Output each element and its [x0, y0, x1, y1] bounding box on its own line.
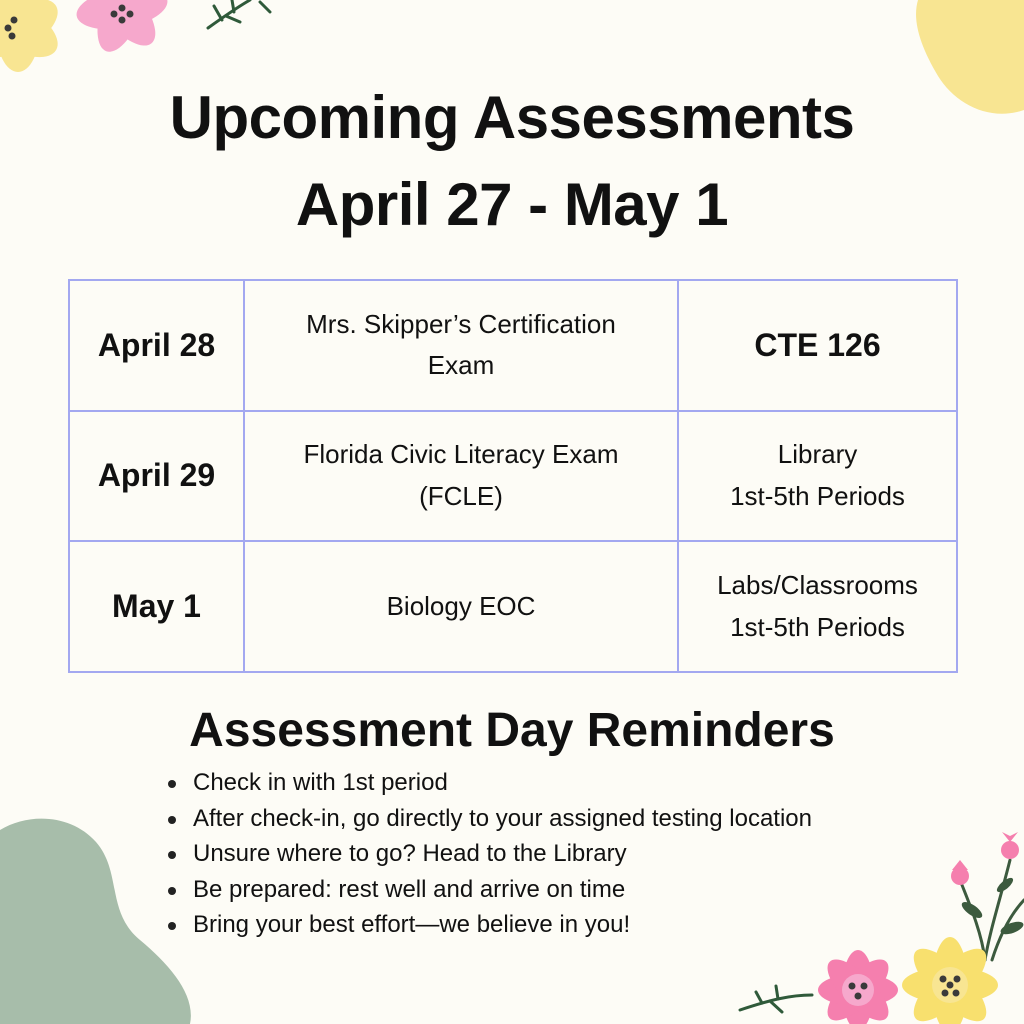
assessment-location: CTE 126 [678, 280, 957, 411]
green-blob-bottom-left [0, 819, 191, 1024]
assessment-location-line: Library [777, 439, 858, 470]
assessment-name [244, 411, 678, 542]
assessment-location [678, 541, 957, 672]
assessment-location [678, 411, 957, 542]
date-range: April 27 - May 1 [295, 171, 729, 238]
leaf-sprig-icon-top [208, 0, 270, 28]
leaf-icon-bottom-right [959, 876, 1024, 937]
flower-icon-bottom-right-pink [818, 950, 898, 1024]
page-title: Upcoming Assessments [169, 84, 855, 151]
list-item: Check in with 1st period [193, 765, 812, 801]
assessment-name-line: Mrs. Skipper’s Certification [306, 308, 616, 339]
assessment-location-line: 1st-5th Periods [730, 611, 905, 642]
assessment-name-line: Exam [427, 350, 495, 381]
list-item: Be prepared: rest well and arrive on time [193, 872, 812, 908]
assessment-name-line: (FCLE) [419, 480, 503, 511]
assessment-date: April 29 [69, 411, 244, 542]
flower-icon-top-left-pink [73, 0, 171, 58]
bud-icon-bottom-right [951, 832, 1019, 885]
assessment-schedule-table [68, 279, 958, 673]
leaf-sprig-icon-bottom [740, 986, 812, 1012]
assessment-location-line: 1st-5th Periods [730, 480, 905, 511]
flower-icon-top-left-yellow [0, 0, 67, 72]
stem-icon-bottom-right [962, 860, 1024, 960]
table-row [69, 280, 957, 411]
list-item: Bring your best effort—we believe in you! [193, 907, 812, 943]
assessment-name-line: Florida Civic Literacy Exam [303, 439, 619, 470]
assessment-date: May 1 [69, 541, 244, 672]
assessment-name [244, 280, 678, 411]
flower-icon-bottom-right-yellow [902, 937, 998, 1024]
assessment-name: Biology EOC [244, 541, 678, 672]
table-row [69, 541, 957, 672]
assessment-date: April 28 [69, 280, 244, 411]
list-item: Unsure where to go? Head to the Library [193, 836, 812, 872]
reminders-list [193, 765, 812, 943]
table-row [69, 411, 957, 542]
reminders-heading: Assessment Day Reminders [189, 704, 835, 757]
assessment-location-line: Labs/Classrooms [717, 570, 918, 601]
list-item: After check-in, go directly to your assigned testing location [193, 801, 812, 837]
